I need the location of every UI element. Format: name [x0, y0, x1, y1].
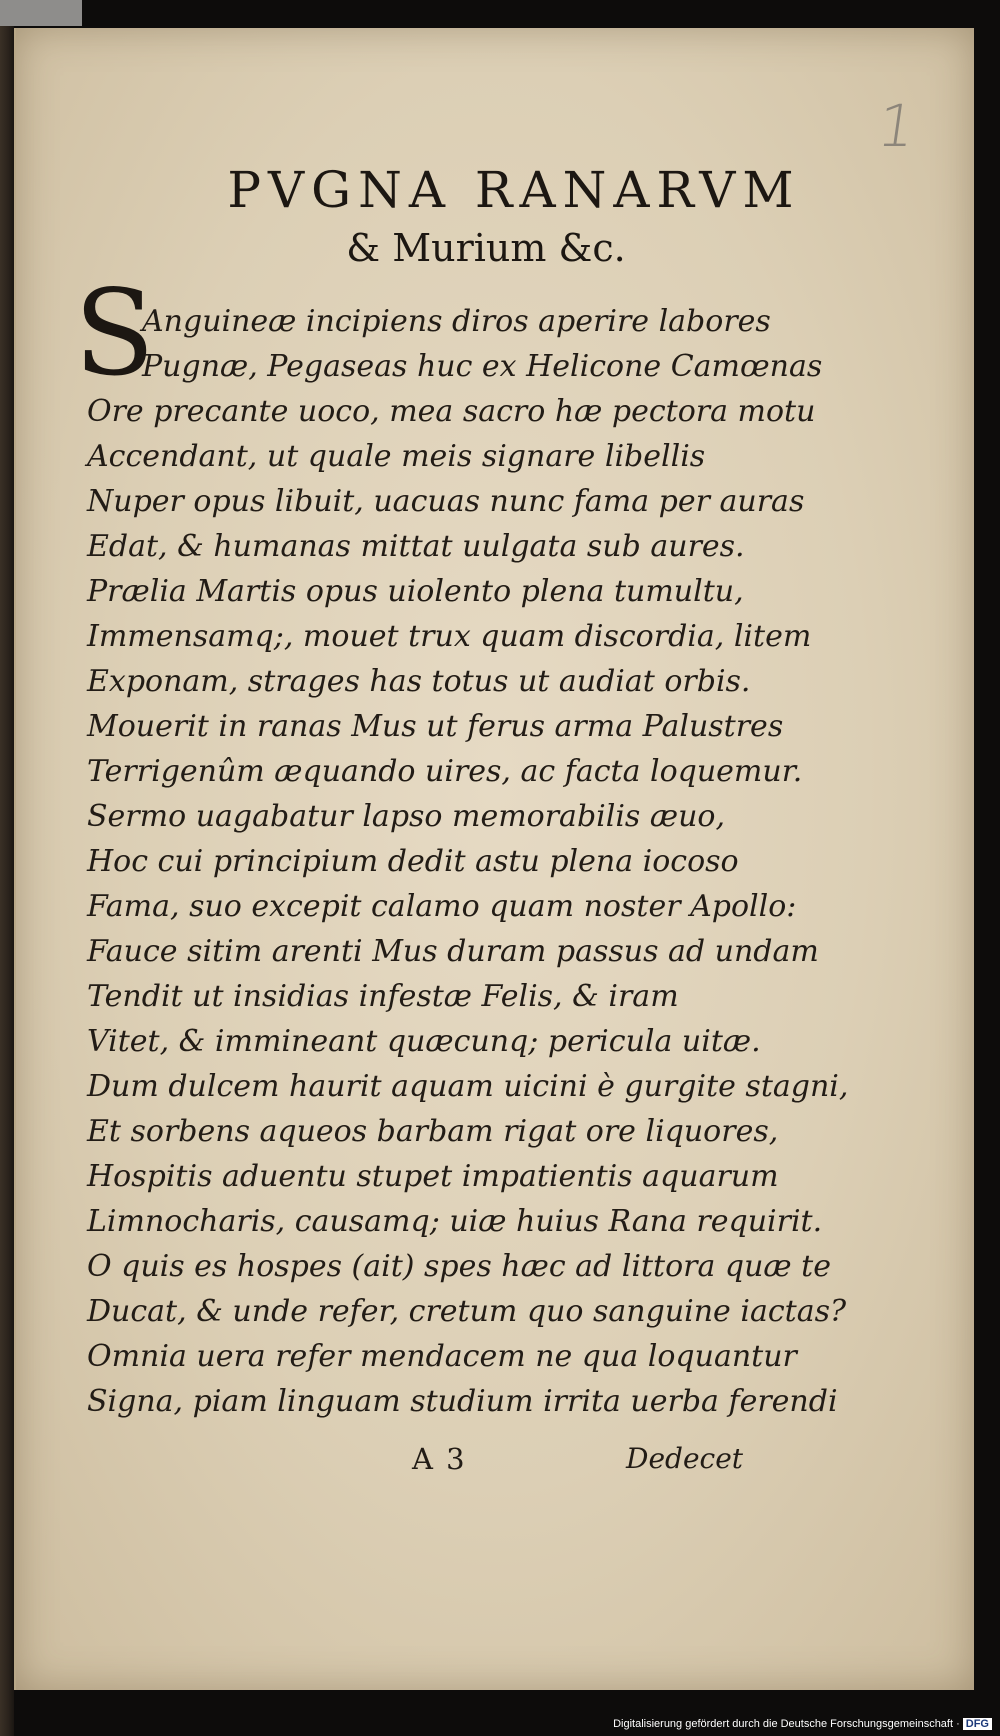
- verse-line: Fama, suo excepit calamo quam noster Apollo:: [87, 889, 797, 924]
- signature-mark: A 3: [412, 1442, 467, 1476]
- dfg-logo: DFG: [963, 1718, 992, 1730]
- verse-line: Omnia uera refer mendacem ne qua loquantur: [87, 1339, 797, 1374]
- verse-line: Signa, piam linguam studium irrita uerba ferendi: [87, 1384, 838, 1419]
- verse-line: Ore precante uoco, mea sacro hæ pectora motu: [87, 394, 816, 429]
- verse-line: Et sorbens aqueos barbam rigat ore liquores,: [87, 1114, 779, 1149]
- verse-line: Pugnæ, Pegaseas huc ex Helicone Camœnas: [142, 349, 823, 384]
- verse-line: Anguineæ incipiens diros aperire labores: [142, 304, 771, 339]
- verse-line: Hospitis aduentu stupet impatientis aquarum: [87, 1159, 779, 1194]
- verse-line: Nuper opus libuit, uacuas nunc fama per auras: [87, 484, 805, 519]
- verse-line: Dum dulcem haurit aquam uicini è gurgite stagni,: [87, 1069, 849, 1104]
- verse-line: Fauce sitim arenti Mus duram passus ad undam: [87, 934, 819, 969]
- verse-line: Vitet, & immineant quæcunq; pericula uitæ.: [87, 1024, 761, 1059]
- verse-line: Immensamq;, mouet trux quam discordia, litem: [87, 619, 812, 654]
- verse-line: Prælia Martis opus uiolento plena tumultu,: [87, 574, 744, 609]
- verse-line: Edat, & humanas mittat uulgata sub aures.: [87, 529, 745, 564]
- verse-line: Limnocharis, causamq; uiæ huius Rana requirit.: [87, 1204, 823, 1239]
- folio-number: 1: [873, 92, 920, 160]
- scan-corner: [0, 0, 82, 26]
- drop-cap-initial: S: [74, 264, 155, 402]
- verse-line: Accendant, ut quale meis signare libellis: [87, 439, 706, 474]
- verse-line: O quis es hospes (ait) spes hæc ad littora quæ te: [87, 1249, 831, 1284]
- verse-line: Tendit ut insidias infestæ Felis, & iram: [87, 979, 679, 1014]
- digitization-credit: [613, 1718, 992, 1730]
- credit-text: Digitalisierung gefördert durch die Deutsche Forschungsgemeinschaft ·: [613, 1718, 960, 1730]
- catchword: Dedecet: [626, 1442, 744, 1475]
- title-line-2: & Murium &c.: [346, 226, 626, 270]
- verse-line: Hoc cui principium dedit astu plena iocoso: [87, 844, 739, 879]
- verse-line: Terrigenûm æquando uires, ac facta loquemur.: [87, 754, 803, 789]
- page-title: [0, 160, 1000, 274]
- verse-line: Ducat, & unde refer, cretum quo sanguine iactas?: [87, 1294, 847, 1329]
- verse-line: Exponam, strages has totus ut audiat orbis.: [87, 664, 751, 699]
- title-line-1: PVGNA RANARVM: [227, 161, 801, 219]
- verse-line: Sermo uagabatur lapso memorabilis æuo,: [87, 799, 725, 834]
- verse-line: Mouerit in ranas Mus ut ferus arma Palustres: [87, 709, 784, 744]
